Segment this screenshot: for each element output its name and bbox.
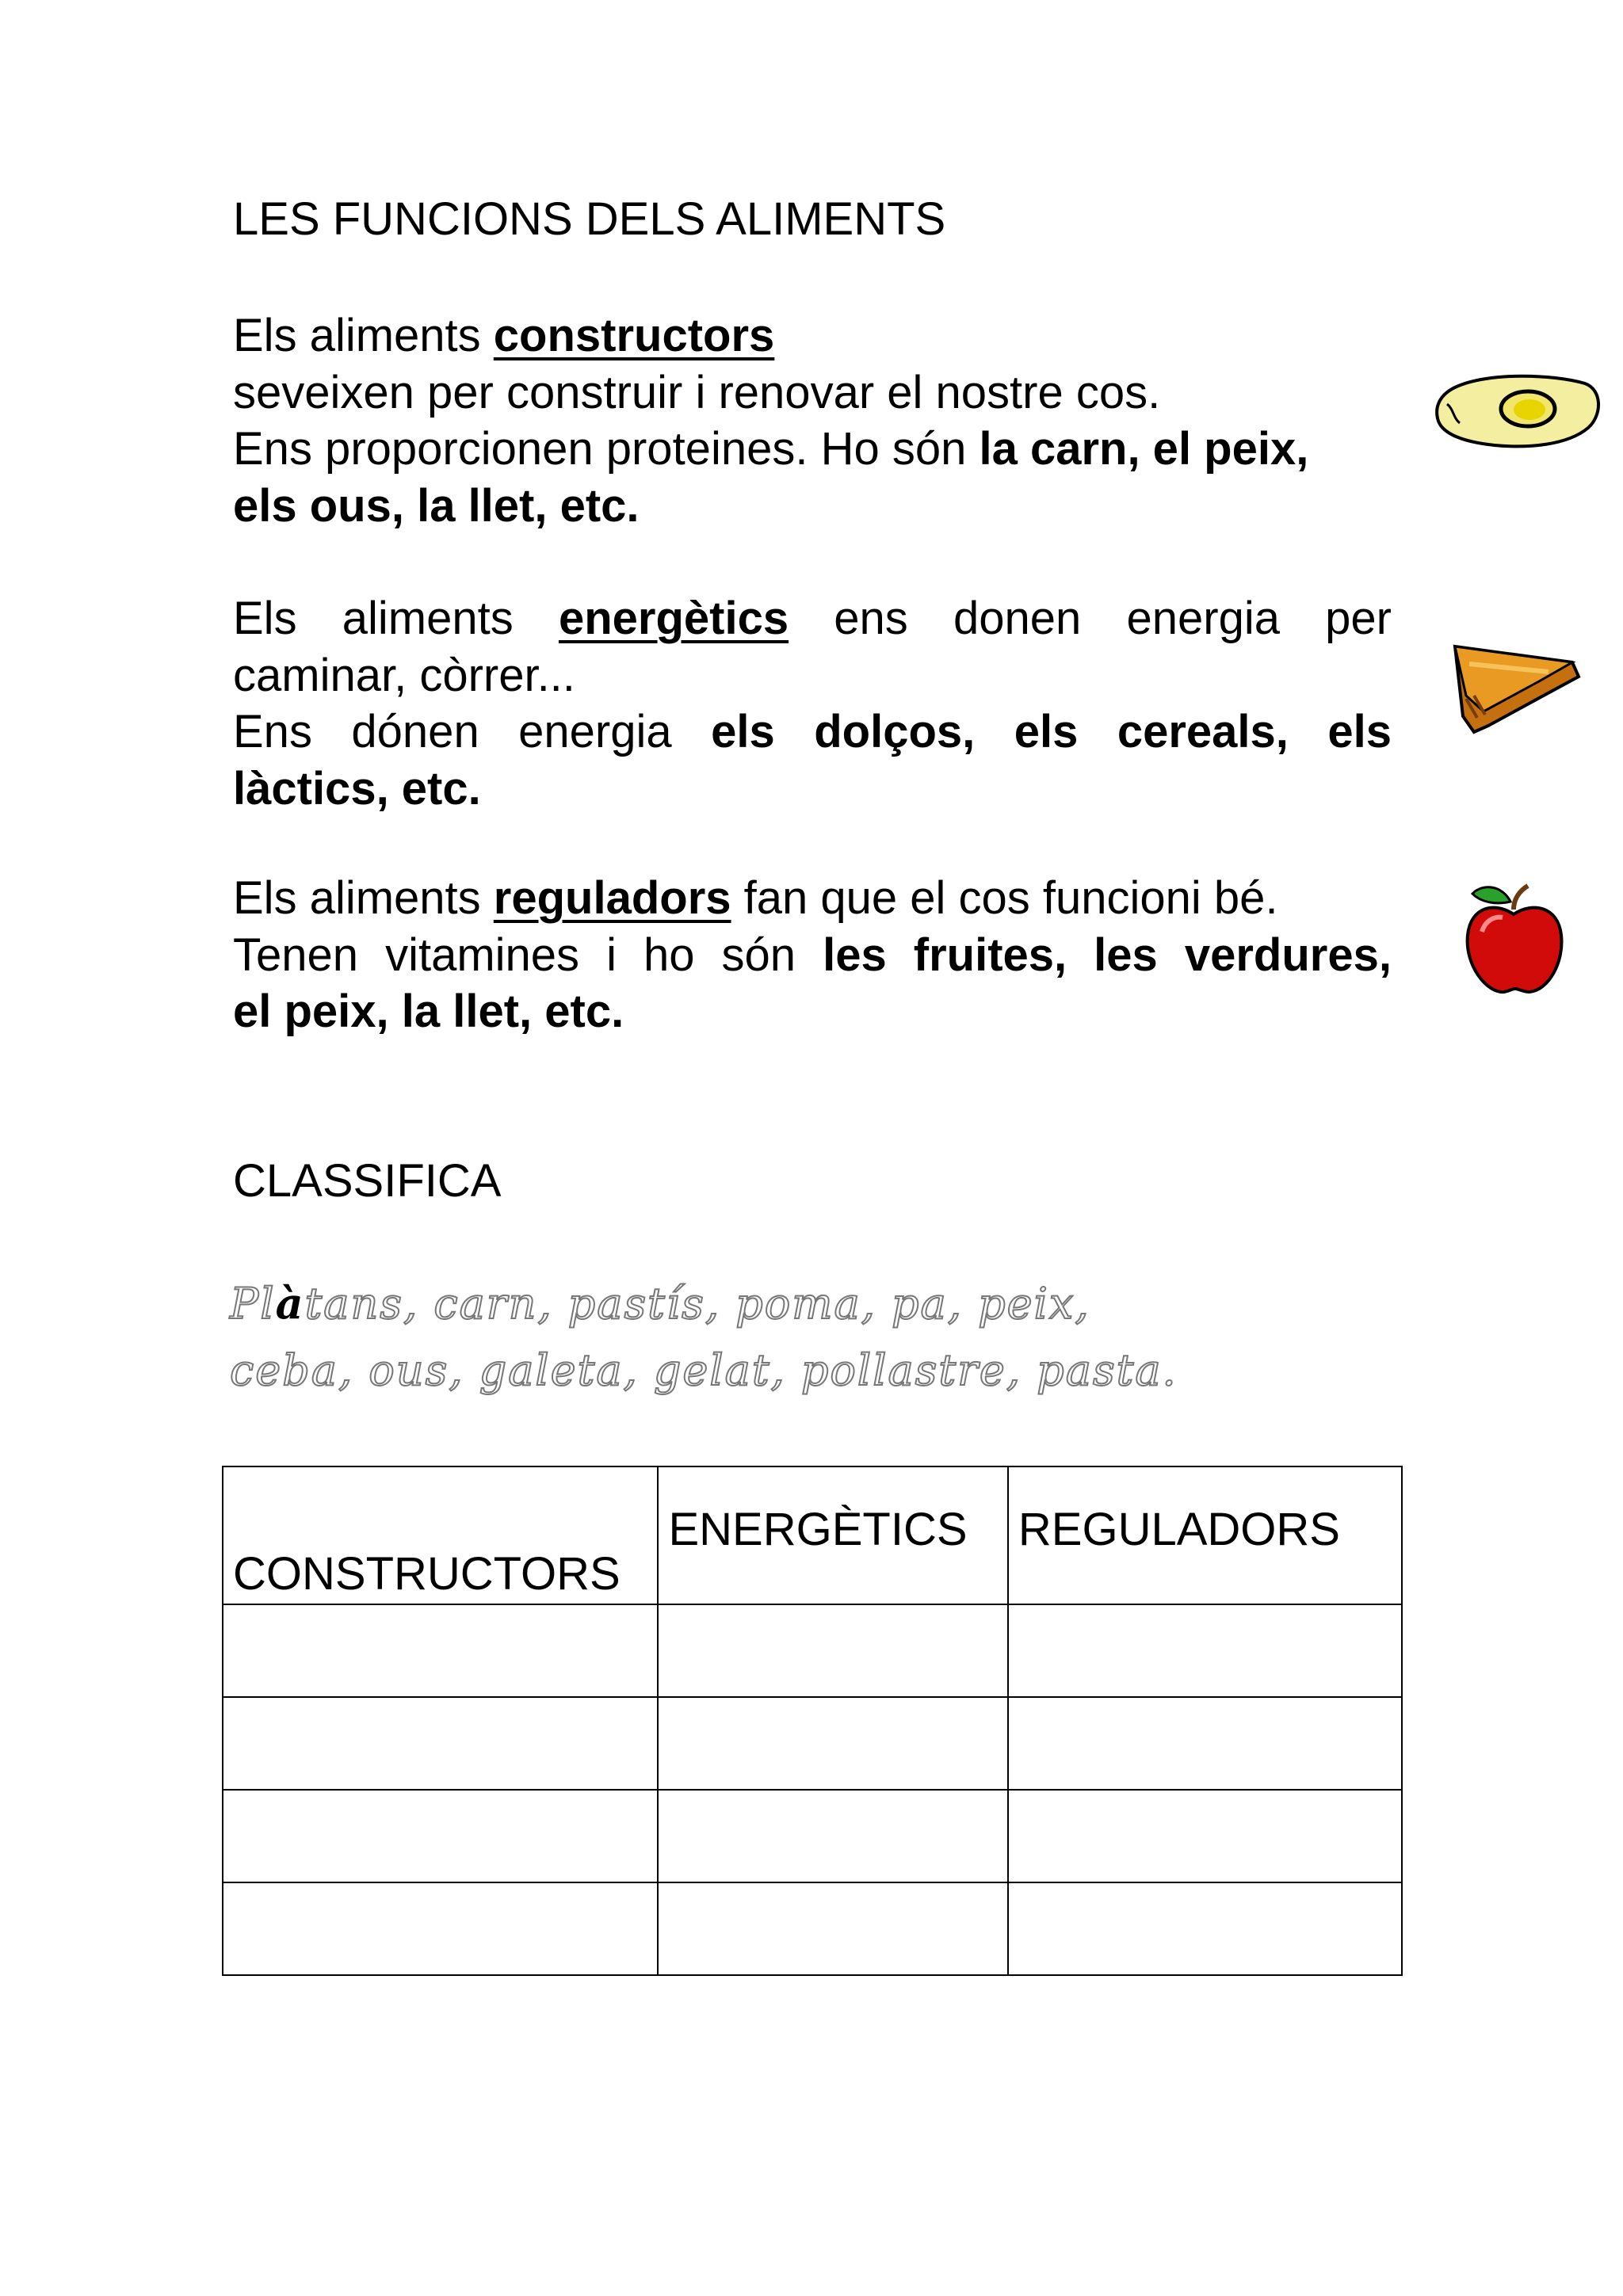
answer-cell[interactable] [1008, 1697, 1402, 1790]
table-header-row [223, 1466, 1402, 1604]
page-title: LES FUNCIONS DELS ALIMENTS [233, 193, 946, 245]
answer-cell[interactable] [658, 1604, 1007, 1697]
answer-cell[interactable] [223, 1882, 658, 1975]
classify-heading: CLASSIFICA [233, 1155, 502, 1207]
table-row [223, 1882, 1402, 1975]
header-energetics: ENERGÈTICS [658, 1466, 1007, 1604]
energetics-paragraph: Els aliments energètics ens donen energia per caminar, còrrer... Ens dónen energia els dolços, els cereals, els làctics, etc. [233, 593, 1392, 814]
header-reguladors: REGULADORS [1008, 1466, 1402, 1604]
answer-cell[interactable] [658, 1790, 1007, 1882]
answer-cell[interactable] [223, 1790, 658, 1882]
classification-table [222, 1466, 1403, 1976]
pie-slice-icon [1445, 640, 1582, 737]
table-row [223, 1790, 1402, 1882]
apple-icon [1463, 883, 1566, 997]
reguladors-keyword: reguladors [493, 872, 731, 924]
tracing-words-line-1: Plàtans, carn, pastís, poma, pa, peix, [230, 1278, 1090, 1329]
answer-cell[interactable] [658, 1882, 1007, 1975]
header-constructors: CONSTRUCTORS [223, 1466, 658, 1604]
table-row [223, 1697, 1402, 1790]
reguladors-paragraph: Els aliments reguladors fan que el cos funcioni bé. Tenen vitamines i ho són les fruites, les verdures, el peix, la llet, etc. [233, 872, 1392, 1037]
constructors-paragraph: Els aliments constructors seveixen per construir i renovar el nostre cos. Ens proporcionen proteines. Ho són la carn, el peix, els ous, la llet, etc. [233, 310, 1309, 532]
tracing-words-line-2: ceba, ous, galeta, gelat, pollastre, pasta. [230, 1345, 1178, 1395]
energetics-keyword: energètics [558, 593, 789, 644]
answer-cell[interactable] [223, 1604, 658, 1697]
fried-egg-icon [1433, 372, 1602, 452]
table-row [223, 1604, 1402, 1697]
answer-cell[interactable] [658, 1697, 1007, 1790]
answer-cell[interactable] [1008, 1604, 1402, 1697]
answer-cell[interactable] [1008, 1882, 1402, 1975]
answer-cell[interactable] [1008, 1790, 1402, 1882]
constructors-keyword: constructors [493, 310, 775, 361]
answer-cell[interactable] [223, 1697, 658, 1790]
